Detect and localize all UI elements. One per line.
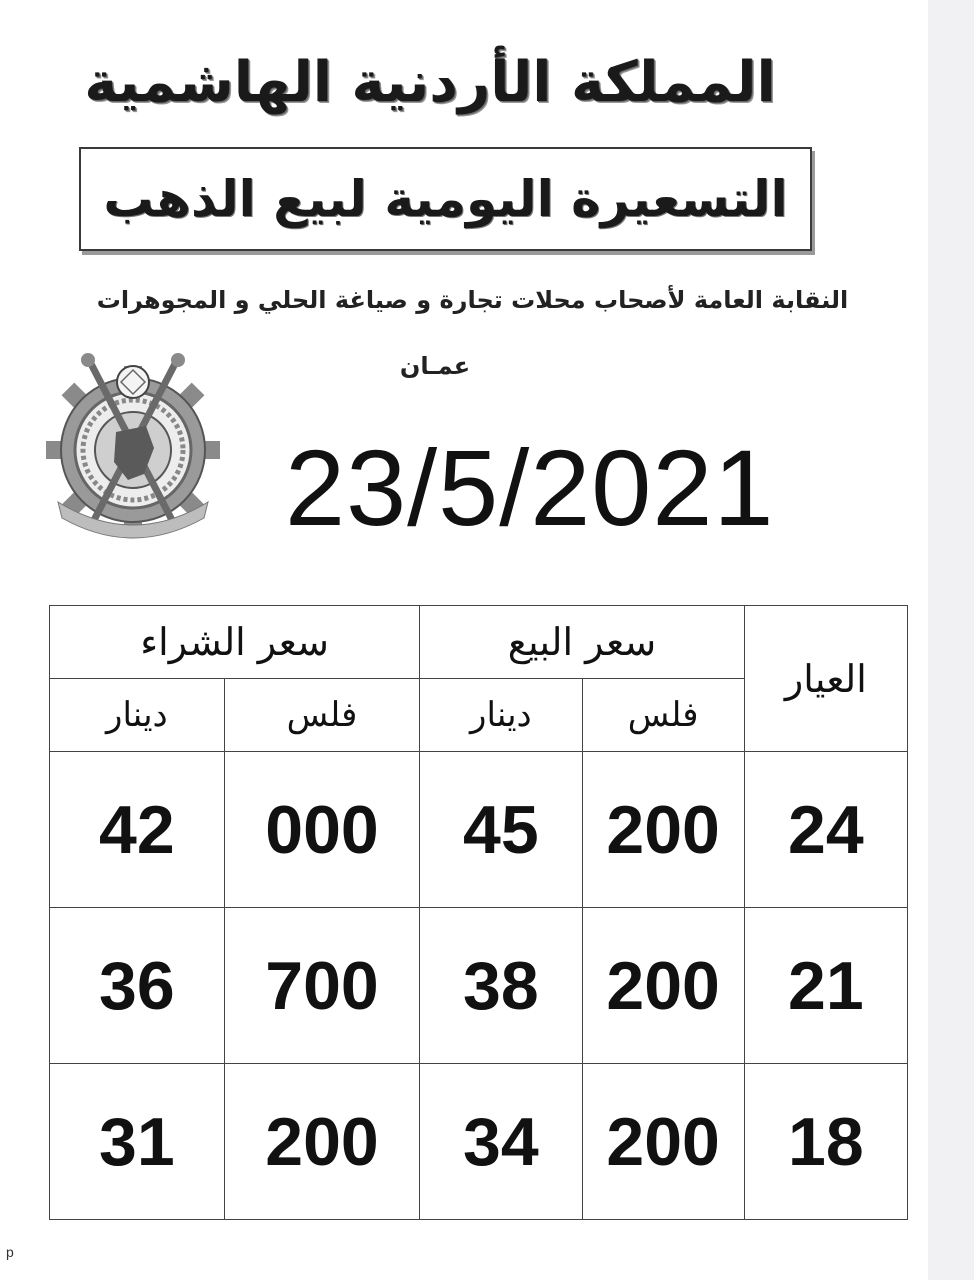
subtitle: التسعيرة اليومية لبيع الذهب [103, 170, 788, 228]
price-date: 23/5/2021 [285, 427, 775, 548]
sell-price-header: سعر البيع [420, 606, 744, 679]
side-strip [928, 0, 974, 1280]
sell-fils-cell: 200 [582, 752, 744, 908]
karat-cell: 24 [744, 752, 907, 908]
gold-price-table [49, 605, 908, 1220]
page-title: المملكة الأردنية الهاشمية [84, 50, 776, 115]
syndicate-gear-emblem-icon [44, 352, 222, 548]
subtitle-box [79, 147, 812, 251]
table-row [50, 752, 908, 908]
sell-fils-cell: 200 [582, 908, 744, 1064]
buy-fils-cell: 700 [224, 908, 420, 1064]
sell-dinar-cell: 45 [420, 752, 582, 908]
sell-dinar-cell: 38 [420, 908, 582, 1064]
table-row [50, 1064, 908, 1220]
karat-header: العيار [744, 606, 907, 752]
syndicate-name: النقابة العامة لأصحاب محلات تجارة و صياغة الحلي و المجوهرات [96, 286, 849, 314]
city-name: عمـان [399, 352, 471, 380]
buy-dinar-cell: 42 [50, 752, 225, 908]
buy-price-header: سعر الشراء [50, 606, 420, 679]
buy-dinar-cell: 36 [50, 908, 225, 1064]
buy-dinar-cell: 31 [50, 1064, 225, 1220]
sell-dinar-cell: 34 [420, 1064, 582, 1220]
buy-fils-header: فلس [224, 679, 420, 752]
sell-dinar-header: دينار [420, 679, 582, 752]
buy-fils-cell: 000 [224, 752, 420, 908]
karat-cell: 21 [744, 908, 907, 1064]
buy-fils-cell: 200 [224, 1064, 420, 1220]
buy-dinar-header: دينار [50, 679, 225, 752]
table-row [50, 908, 908, 1064]
karat-cell: 18 [744, 1064, 907, 1220]
sell-fils-header: فلس [582, 679, 744, 752]
edge-mark: p [6, 1244, 14, 1260]
sell-fils-cell: 200 [582, 1064, 744, 1220]
